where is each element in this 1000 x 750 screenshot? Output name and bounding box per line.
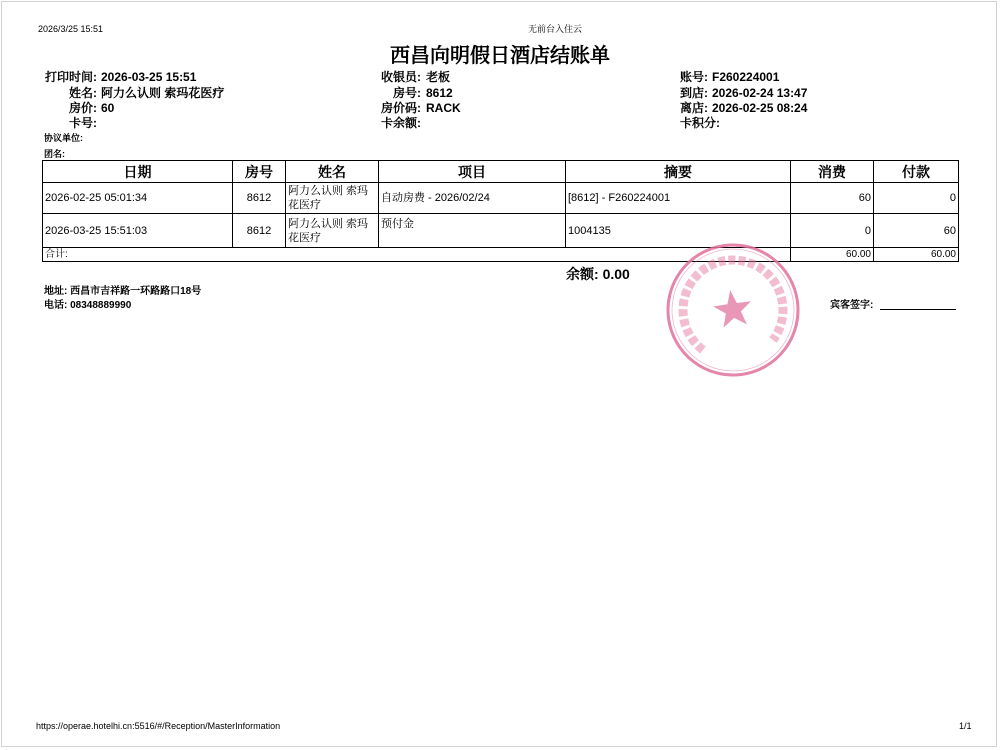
cell-room: 8612	[233, 214, 286, 248]
print-app-name: 无前台入住云	[527, 24, 582, 34]
guest-name-label: 姓名:	[69, 86, 97, 100]
cell-date: 2026-03-25 15:51:03	[43, 214, 233, 248]
rate-code-label: 房价码:	[381, 101, 421, 115]
balance-label: 余额:	[566, 266, 599, 282]
cell-consumption: 60	[791, 183, 874, 214]
group-name-label: 团名:	[44, 149, 65, 159]
phone-label: 电话:	[44, 300, 68, 311]
cell-payment: 60	[874, 214, 959, 248]
print-url: https://operae.hotelhi.cn:5516/#/Reception/MasterInformation	[36, 721, 281, 731]
column-header-room: 房号	[233, 161, 286, 183]
column-header-name: 姓名	[286, 161, 379, 183]
print-time-value: 2026-03-25 15:51	[101, 70, 197, 84]
cell-summary: [8612] - F260224001	[566, 183, 791, 214]
address-value: 西昌市吉祥路一环路路口18号	[70, 286, 202, 297]
account-value: F260224001	[712, 70, 780, 84]
column-header-item: 项目	[379, 161, 566, 183]
signature-label: 宾客签字:	[830, 300, 874, 311]
cell-payment: 0	[874, 183, 959, 214]
table-header-row	[43, 161, 959, 183]
room-no-label: 房号:	[393, 86, 421, 100]
cell-item: 预付金	[379, 214, 566, 248]
guest-name-value: 阿力么认则 索玛花医疗	[101, 86, 225, 100]
signature-line	[880, 309, 956, 310]
print-time-label: 打印时间:	[45, 70, 97, 84]
table-row	[43, 183, 959, 214]
balance-value: 0.00	[602, 266, 630, 282]
total-payment: 60.00	[874, 248, 959, 262]
address	[44, 286, 201, 298]
page-frame	[1, 1, 997, 747]
cell-name: 阿力么认则 索玛花医疗	[286, 214, 379, 248]
agreement-unit-label: 协议单位:	[44, 133, 83, 143]
column-header-consumption: 消费	[791, 161, 874, 183]
card-points-label: 卡积分:	[680, 116, 720, 130]
phone-value: 08348889990	[70, 300, 132, 311]
cell-item: 自动房费 - 2026/02/24	[379, 183, 566, 214]
table-row	[43, 214, 959, 248]
card-balance-label: 卡余额:	[381, 116, 421, 130]
cell-date: 2026-02-25 05:01:34	[43, 183, 233, 214]
cell-name: 阿力么认则 索玛花医疗	[286, 183, 379, 214]
cell-summary: 1004135	[566, 214, 791, 248]
cashier-value: 老板	[426, 70, 451, 84]
phone	[44, 300, 131, 312]
cell-consumption: 0	[791, 214, 874, 248]
bill-table	[42, 160, 959, 262]
column-header-payment: 付款	[874, 161, 959, 183]
cell-room: 8612	[233, 183, 286, 214]
rate-code-value: RACK	[426, 101, 461, 115]
room-rate-value: 60	[101, 101, 115, 115]
departure-value: 2026-02-25 08:24	[712, 101, 808, 115]
balance	[566, 266, 630, 283]
room-no-value: 8612	[426, 86, 453, 100]
total-label: 合计:	[43, 248, 791, 262]
page-number: 1/1	[959, 721, 972, 731]
account-label: 账号:	[680, 70, 708, 84]
arrival-value: 2026-02-24 13:47	[712, 86, 808, 100]
departure-label: 离店:	[680, 101, 708, 115]
document-title: 西昌向明假日酒店结账单	[390, 45, 610, 67]
arrival-label: 到店:	[680, 86, 708, 100]
card-no-label: 卡号:	[69, 116, 97, 130]
table-total-row	[43, 248, 959, 262]
column-header-summary: 摘要	[566, 161, 791, 183]
address-label: 地址:	[44, 286, 68, 297]
cashier-label: 收银员:	[381, 70, 421, 84]
print-datetime: 2026/3/25 15:51	[38, 24, 104, 34]
total-consumption: 60.00	[791, 248, 874, 262]
column-header-date: 日期	[43, 161, 233, 183]
room-rate-label: 房价:	[69, 101, 97, 115]
